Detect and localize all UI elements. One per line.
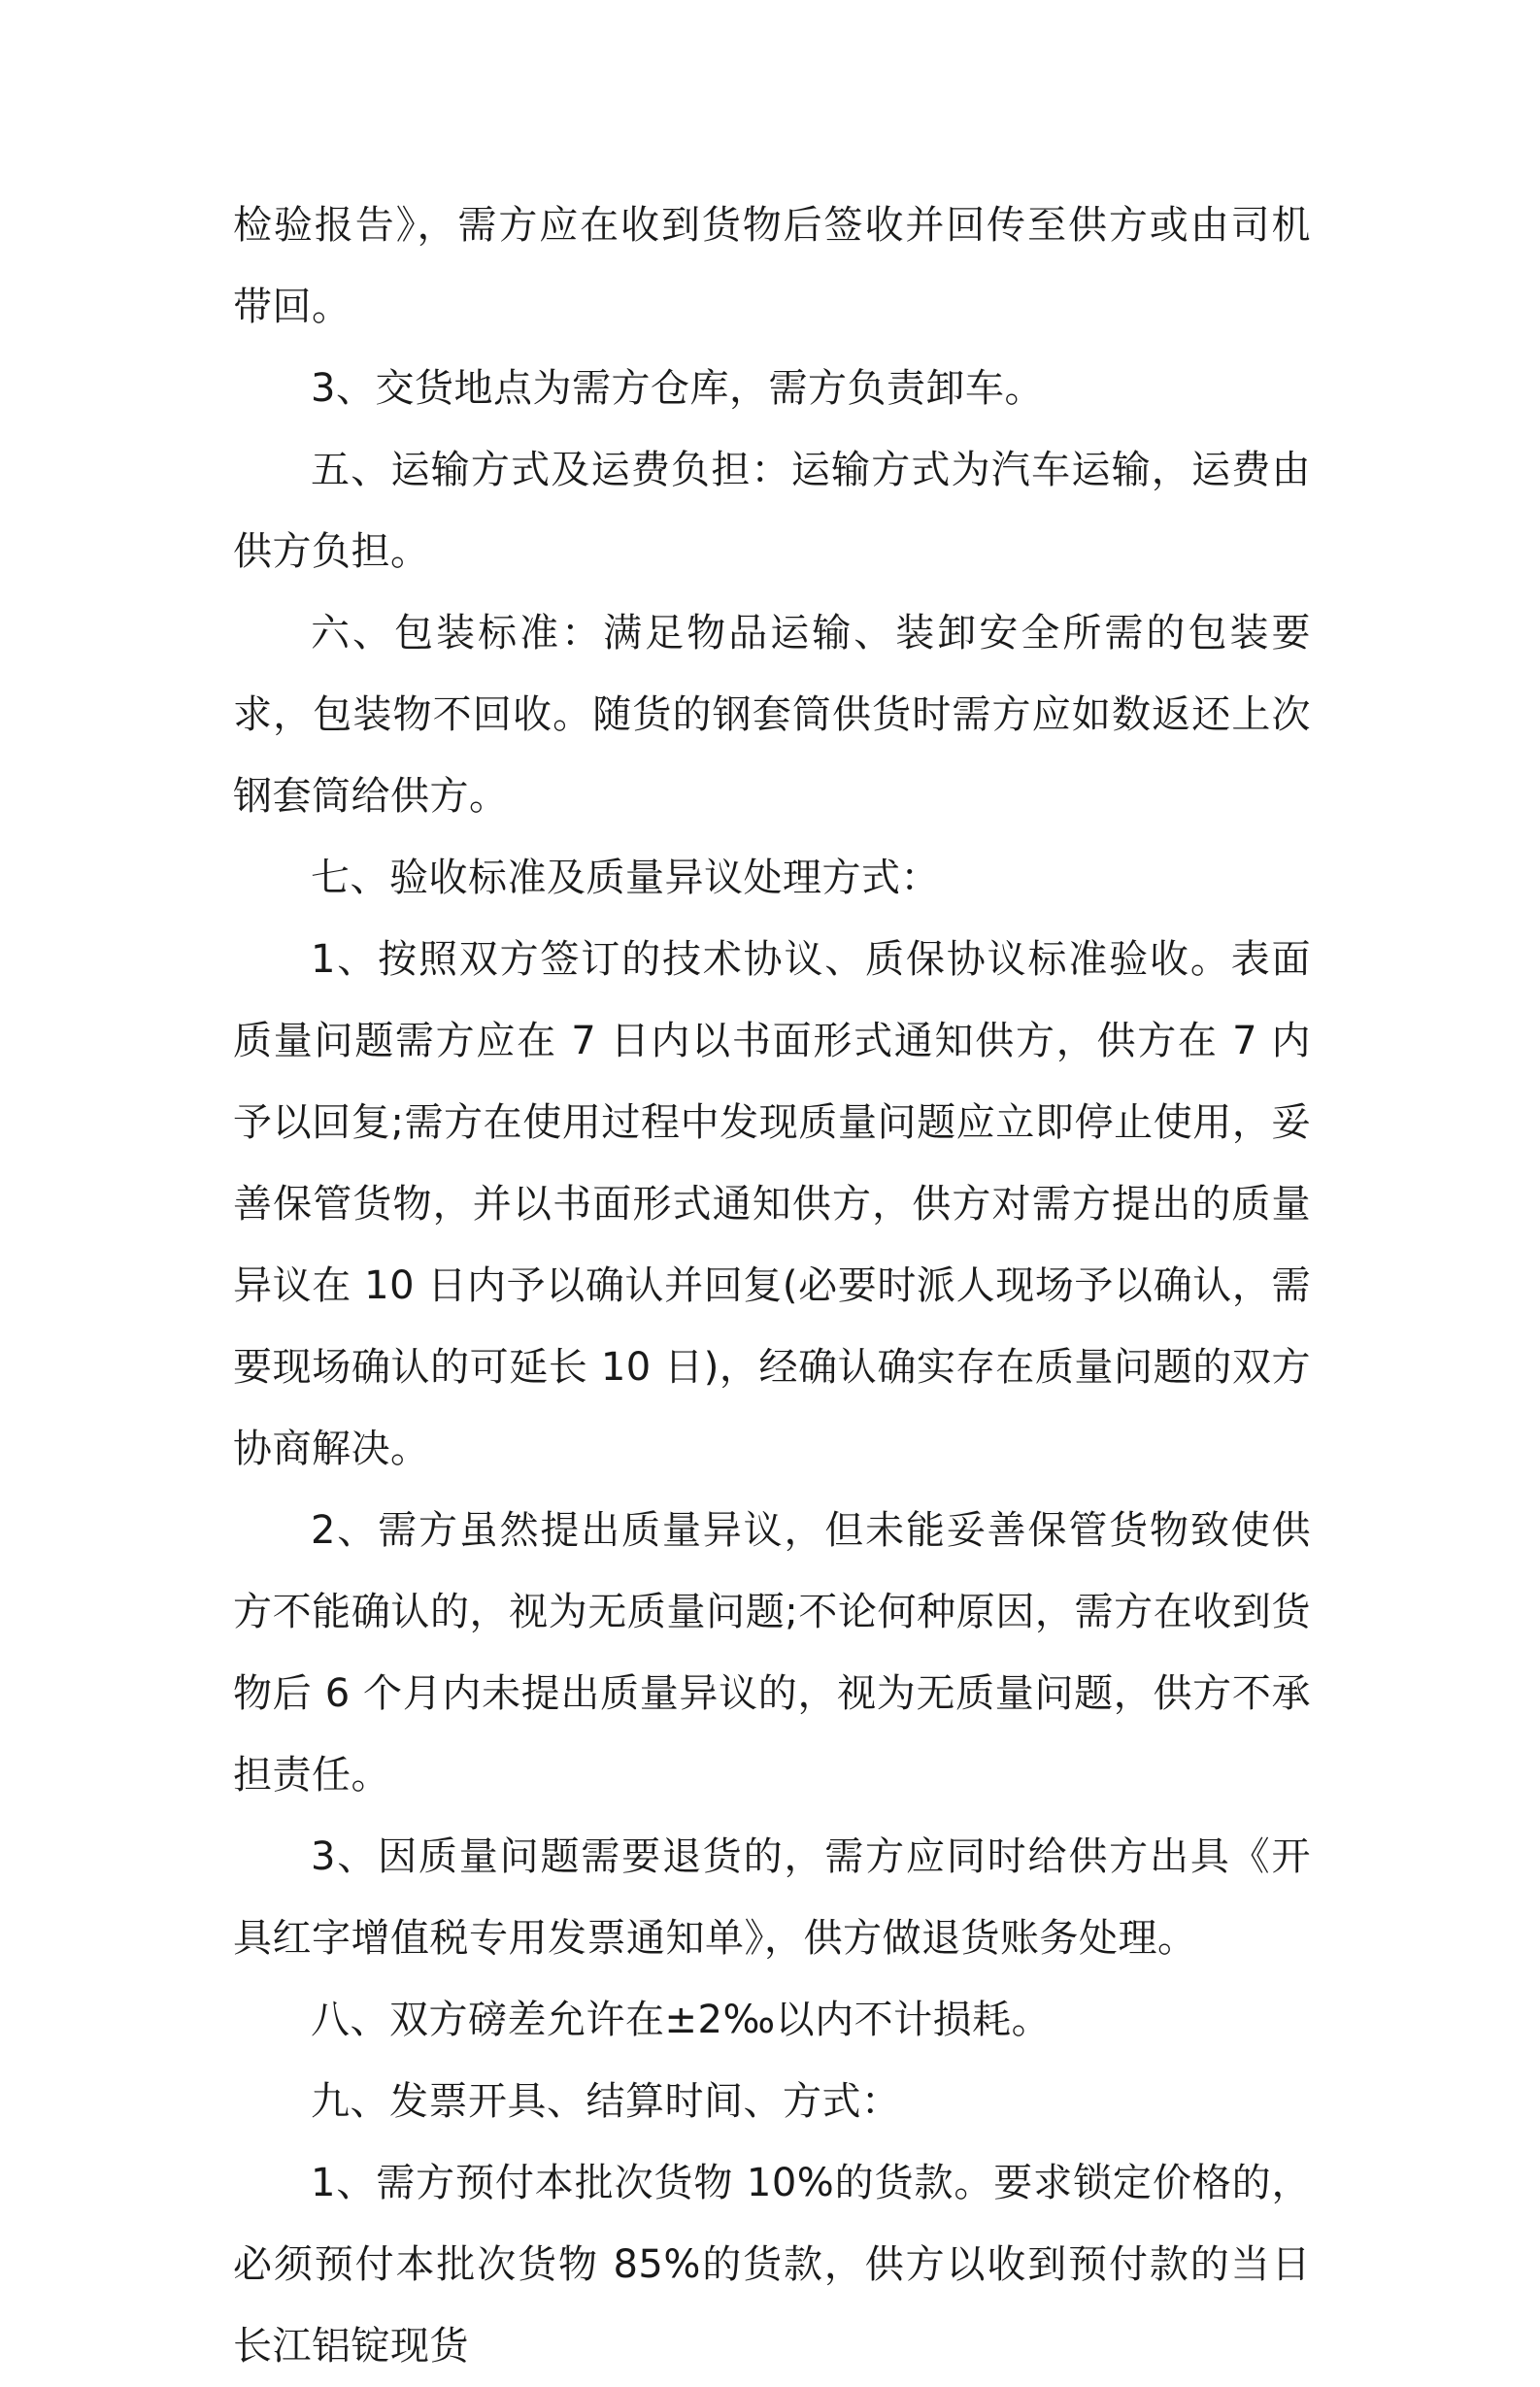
paragraph-inspection-report: 检验报告》，需方应在收到货物后签收并回传至供方或由司机带回。 <box>233 203 1311 329</box>
paragraph-acceptance-clause-2: 2、需方虽然提出质量异议，但未能妥善保管货物致使供方不能确认的，视为无质量问题;不论何种原因，需方在收到货物后 6 个月内未提出质量异议的，视为无质量问题，供方不承担责任。 <box>233 1508 1311 1798</box>
paragraph-delivery-location: 3、交货地点为需方仓库，需方负责卸车。 <box>311 366 1044 411</box>
section-heading-invoicing: 九、发票开具、结算时间、方式： <box>311 2079 901 2124</box>
paragraph-acceptance-clause-1: 1、按照双方签订的技术协议、质保协议标准验收。表面质量问题需方应在 7 日内以书面形式通知供方，供方在 7 内予以回复;需方在使用过程中发现质量问题应立即停止使用，妥善保管货物，并以书面形式通知供方，供方对需方提出的质量异议在 10 日内予以确认并回复(必要时派人现场予以确认，需要现场确认的可延长 10 日)，经确认确实存在质量问题的双方协商解决。 <box>233 937 1311 1471</box>
section-heading-acceptance: 七、验收标准及质量异议处理方式： <box>311 856 940 900</box>
document-body <box>233 185 1311 2387</box>
paragraph-weighing-tolerance: 八、双方磅差允许在±2‰以内不计损耗。 <box>311 1998 1052 2042</box>
paragraph-packaging-standard: 六、包装标准：满足物品运输、装卸安全所需的包装要求，包装物不回收。随货的钢套筒供货时需方应如数返还上次钢套筒给供方。 <box>233 611 1311 819</box>
paragraph-acceptance-clause-3: 3、因质量问题需要退货的，需方应同时给供方出具《开具红字增值税专用发票通知单》，供方做退货账务处理。 <box>233 1834 1311 1961</box>
paragraph-transport-method: 五、运输方式及运费负担：运输方式为汽车运输，运费由供方负担。 <box>233 448 1311 574</box>
paragraph-prepayment-clause-1: 1、需方预付本批次货物 10%的货款。要求锁定价格的，必须预付本批次货物 85%的货款，供方以收到预付款的当日长江铝锭现货 <box>233 2161 1311 2369</box>
